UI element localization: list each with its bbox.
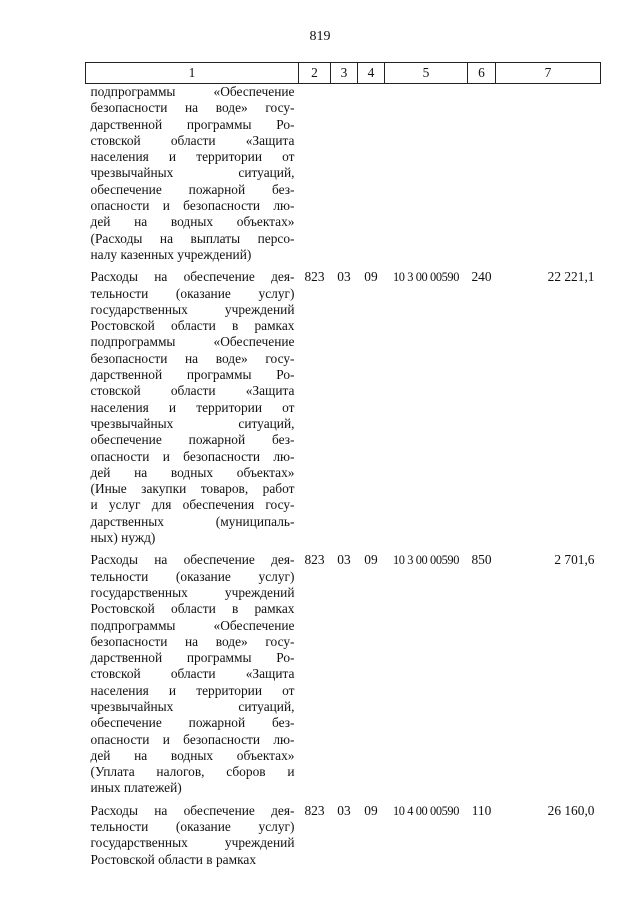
description-line: опасности и безопасности лю- [90, 448, 295, 464]
row-description [86, 84, 299, 264]
row-description [86, 269, 299, 546]
section-code [331, 84, 358, 264]
header-col-1: 1 [86, 63, 299, 84]
description-line: государственных учреждений [90, 301, 295, 317]
description-line: подпрограммы «Обеспечение [90, 84, 295, 99]
table-body [86, 84, 601, 868]
subsection-code [358, 84, 385, 264]
description-line: дарственной программы Ро- [90, 367, 295, 383]
header-col-7: 7 [496, 63, 601, 84]
description-line: иных платежей) [90, 780, 182, 796]
description-line: тельности (оказание услуг) [90, 568, 295, 584]
row-description [86, 552, 299, 796]
description-line: и услуг для обеспечения госу- [90, 497, 295, 513]
description-line: дарственных (муниципаль- [90, 513, 295, 529]
target-article-code: 10 3 00 00590 [392, 270, 460, 285]
grbs-code [299, 84, 331, 264]
description-line: Расходы на обеспечение дея- [90, 802, 295, 818]
description-line: опасности и безопасности лю- [90, 731, 295, 747]
description-line: государственных учреждений [90, 584, 295, 600]
amount: 22 221,1 [547, 269, 595, 285]
table-row [86, 803, 601, 868]
amount [496, 84, 601, 264]
description-line: дей на водных объектах» [90, 464, 295, 480]
description-line: чрезвычайных ситуаций, [90, 165, 295, 181]
description-line: обеспечение пожарной без- [90, 715, 295, 731]
expense-type-code: 850 [471, 552, 492, 568]
description-line: ных) нужд) [90, 530, 156, 546]
header-row [86, 63, 601, 84]
description-line: государственных учреждений [90, 835, 295, 851]
description-line: стовской области «Защита [90, 666, 295, 682]
target-article-code [385, 84, 468, 264]
description-line: безопасности на воде» госу- [90, 633, 295, 649]
description-line: налу казенных учреждений) [90, 246, 252, 262]
section-code: 03 [337, 269, 351, 285]
description-line: обеспечение пожарной без- [90, 432, 295, 448]
description-line: Расходы на обеспечение дея- [90, 269, 295, 285]
table-row [86, 84, 601, 264]
description-line: чрезвычайных ситуаций, [90, 415, 295, 431]
page-number: 819 [309, 29, 331, 44]
description-line: дарственной программы Ро- [90, 650, 295, 666]
table-row [86, 269, 601, 546]
target-article-code: 10 4 00 00590 [392, 803, 460, 818]
description-line: подпрограммы «Обеспечение [90, 617, 295, 633]
header-col-2: 2 [299, 63, 331, 84]
description-line: населения и территории от [90, 399, 295, 415]
grbs-code: 823 [304, 269, 325, 285]
description-line: (Расходы на выплаты персо- [90, 230, 295, 246]
expense-type-code: 240 [471, 269, 492, 285]
description-line: тельности (оказание услуг) [90, 819, 295, 835]
description-line: подпрограммы «Обеспечение [90, 334, 295, 350]
header-col-6: 6 [468, 63, 496, 84]
description-line: опасности и безопасности лю- [90, 198, 295, 214]
description-line: населения и территории от [90, 682, 295, 698]
header-col-3: 3 [331, 63, 358, 84]
description-line: стовской области «Защита [90, 132, 295, 148]
subsection-code: 09 [364, 269, 378, 285]
grbs-code: 823 [304, 802, 325, 818]
description-line: Ростовской области в рамках [90, 318, 295, 334]
description-line: безопасности на воде» госу- [90, 100, 295, 116]
header-col-4: 4 [358, 63, 385, 84]
section-code: 03 [337, 802, 351, 818]
description-line: Расходы на обеспечение дея- [90, 552, 295, 568]
description-line: дарственной программы Ро- [90, 116, 295, 132]
subsection-code: 09 [364, 552, 378, 568]
section-code: 03 [337, 552, 351, 568]
amount: 26 160,0 [547, 802, 595, 818]
description-line: населения и территории от [90, 149, 295, 165]
subsection-code: 09 [364, 802, 378, 818]
description-line: (Уплата налогов, сборов и [90, 764, 295, 780]
expense-type-code: 110 [471, 802, 492, 818]
amount: 2 701,6 [554, 552, 595, 568]
description-line: тельности (оказание услуг) [90, 285, 295, 301]
description-line: обеспечение пожарной без- [90, 181, 295, 197]
row-description [86, 803, 299, 868]
description-line: чрезвычайных ситуаций, [90, 698, 295, 714]
target-article-code: 10 3 00 00590 [392, 553, 460, 568]
description-line: дей на водных объектах» [90, 747, 295, 763]
description-line: (Иные закупки товаров, работ [90, 481, 295, 497]
description-line: стовской области «Защита [90, 383, 295, 399]
description-line: безопасности на воде» госу- [90, 350, 295, 366]
description-line: Ростовской области в рамках [90, 601, 295, 617]
description-line: дей на водных объектах» [90, 214, 295, 230]
grbs-code: 823 [304, 552, 325, 568]
expense-type-code [468, 84, 496, 264]
header-col-5: 5 [385, 63, 468, 84]
table-row [86, 552, 601, 796]
budget-table [85, 62, 601, 868]
description-line: Ростовской области в рамках [90, 851, 257, 867]
